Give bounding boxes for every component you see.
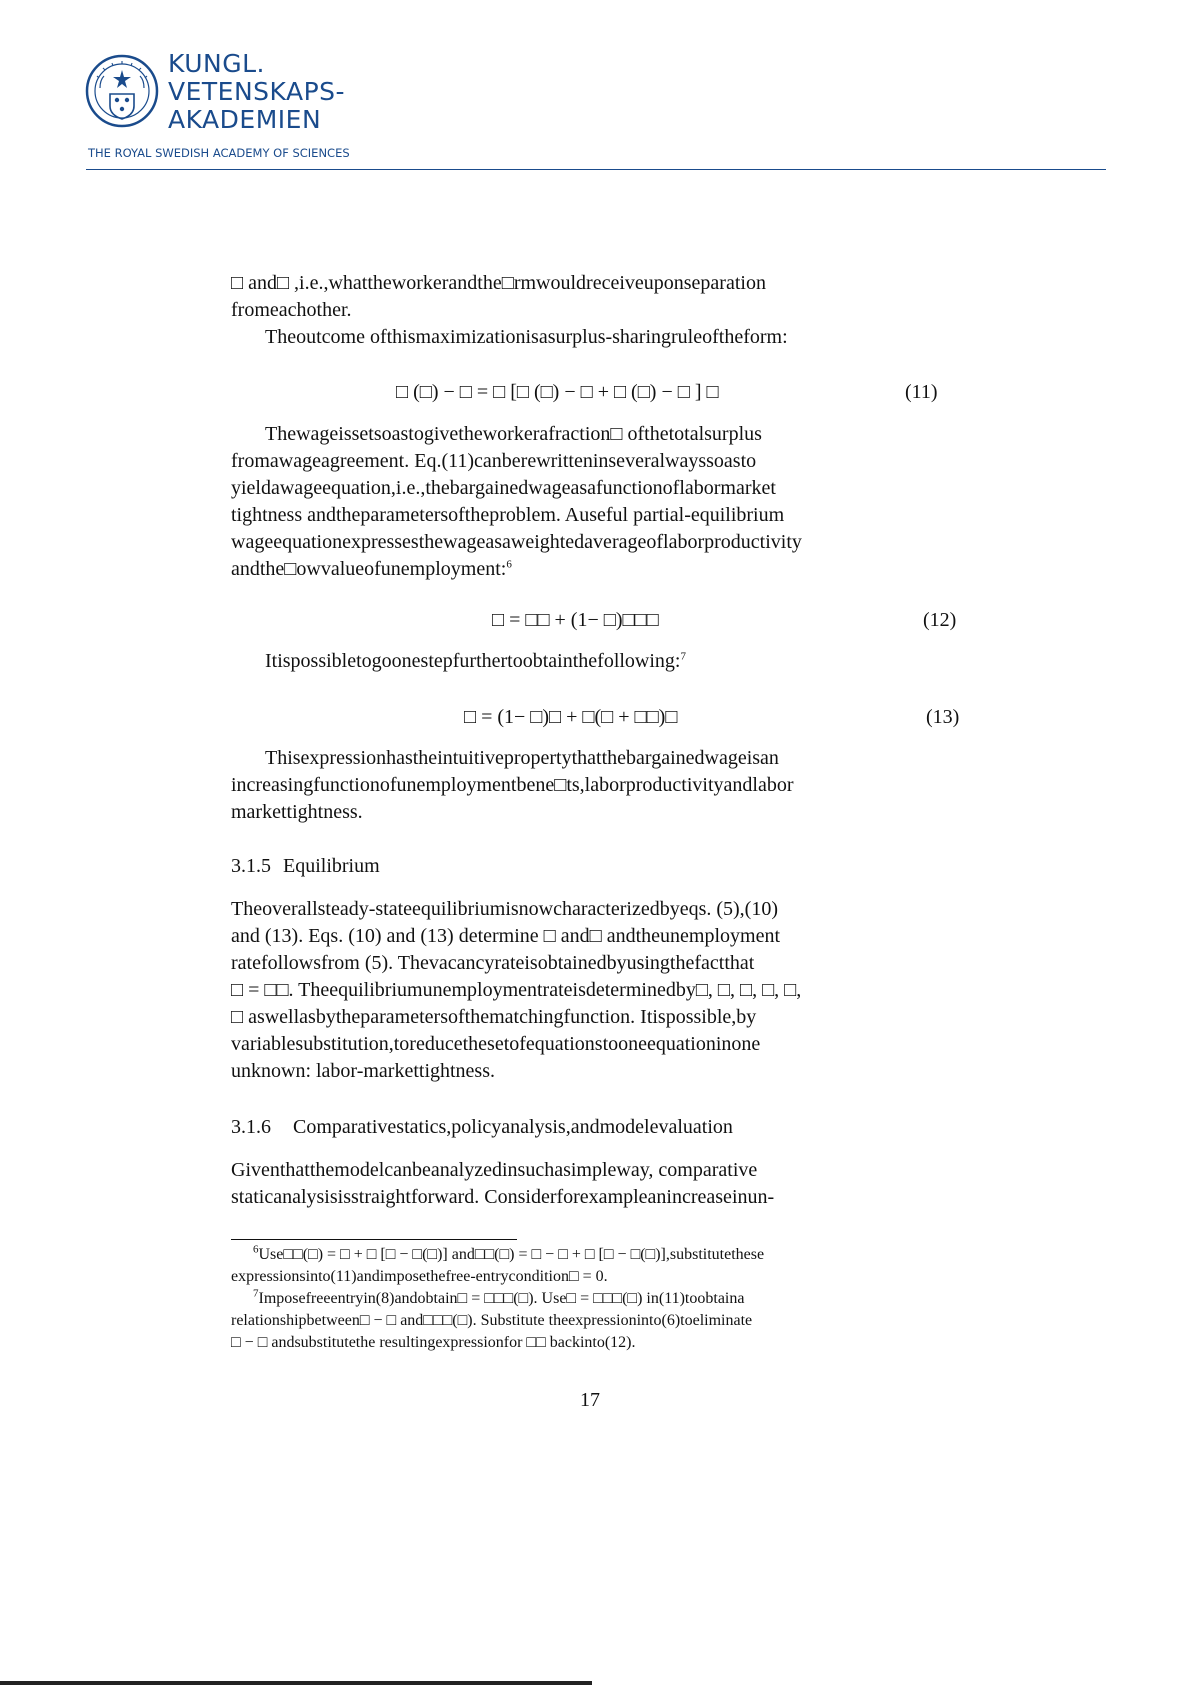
text-line: markettightness. (231, 801, 363, 823)
text-line: increasingfunctionofunemploymentbene□ts,laborproductivityandlabor (231, 774, 794, 796)
paragraph-separation (231, 270, 966, 351)
footnote-ref-7: 7 (680, 650, 686, 663)
footnote-text: Imposefreeentryin(8)andobtain□ = □□□(□). Use□ = □□□(□) in(11)toobtaina (258, 1290, 745, 1307)
paragraph-further (231, 648, 966, 675)
paragraph-wage (231, 421, 966, 583)
footnote-line: relationshipbetween□ − □ and□□□(□). Substitute theexpressioninto(6)toeliminate (231, 1312, 753, 1329)
paragraph-equilibrium (231, 896, 966, 1085)
equation-13 (231, 706, 966, 736)
footnote-7 (231, 1288, 961, 1310)
bottom-edge-bar (0, 1681, 592, 1685)
text-line: □ and□ ,i.e.,whattheworkerandthe□rmwouldreceiveuponseparation (231, 272, 766, 294)
text-line: staticanalysisisstraightforward. Considerforexampleanincreaseinun- (231, 1186, 775, 1208)
text-line: Theoutcome ofthismaximizationisasurplus-sharingruleoftheform: (265, 326, 788, 348)
text-line: Thisexpressionhastheintuitivepropertythatthebargainedwageisan (265, 747, 779, 769)
text-line: wageequationexpressesthewageasaweightedaverageoflaborproductivity (231, 531, 802, 553)
footnote-divider (231, 1239, 517, 1240)
equation-number: (12) (923, 609, 957, 631)
text-line: unknown: labor-markettightness. (231, 1060, 495, 1082)
header-divider (86, 169, 1106, 170)
text-line: Theoverallsteady-stateequilibriumisnowcharacterizedbyeqs. (5),(10) (231, 898, 779, 920)
academy-seal-logo (84, 48, 160, 134)
text-line: fromawageagreement. Eq.(11)canberewritteninseveralwayssoasto (231, 450, 757, 472)
text-line: Thewageissetsoastogivetheworkerafraction□ ofthetotalsurplus (265, 423, 762, 445)
organization-name (168, 50, 345, 134)
section-title: Equilibrium (283, 855, 380, 877)
page-header (0, 0, 1191, 175)
org-line-1: KUNGL. (168, 49, 265, 78)
footnote-text: Use□□(□) = □ + □ [□ − □(□)] and□□(□) = □ − □ + □ [□ − □(□)],substitutethese (258, 1246, 765, 1263)
text-line (231, 556, 966, 583)
text-line: ratefollowsfrom (5). Thevacancyrateisobtainedbyusingthefactthat (231, 952, 755, 974)
text-line: Giventhatthemodelcanbeanalyzedinsuchasimpleway, comparative (231, 1159, 758, 1181)
paragraph-intuitive (231, 745, 966, 826)
footnote-mark: 6 (253, 1243, 259, 1256)
text-line: □ aswellasbytheparametersofthematchingfunction. Itispossible,by (231, 1006, 757, 1028)
equation-body: □ = □□ + (1− □)□□□ (492, 609, 659, 631)
footnote-ref-6: 6 (506, 558, 512, 571)
footnotes (231, 1244, 961, 1354)
footnote-line: □ − □ andsubstitutethe resultingexpressionfor □□ backinto(12). (231, 1334, 636, 1351)
equation-number: (11) (905, 381, 938, 403)
footnote-line: expressionsinto(11)andimposethefree-entrycondition□ = 0. (231, 1268, 608, 1285)
page-number: 17 (580, 1389, 600, 1411)
text-line: and (13). Eqs. (10) and (13) determine □ and□ andtheunemployment (231, 925, 781, 947)
text-line-content: andthe□owvalueofunemployment: (231, 558, 507, 580)
section-number: 3.1.6 (231, 1116, 271, 1138)
footnote-6 (231, 1244, 961, 1266)
equation-11 (231, 381, 966, 411)
footnote-mark: 7 (253, 1287, 259, 1300)
section-number: 3.1.5 (231, 855, 271, 877)
section-heading-comparative-statics (231, 1116, 733, 1139)
section-title: Comparativestatics,policyanalysis,andmodelevaluation (293, 1116, 733, 1138)
org-line-3: AKADEMIEN (168, 105, 322, 134)
text-line-content: Itispossibletogoonestepfurthertoobtainthefollowing: (265, 650, 681, 672)
text-line (231, 648, 966, 675)
equation-12 (231, 609, 966, 639)
text-line: yieldawageequation,i.e.,thebargainedwageasafunctionoflabormarket (231, 477, 776, 499)
equation-body: □ (□) − □ = □ [□ (□) − □ + □ (□) − □ ] □ (396, 381, 719, 403)
paragraph-comparative (231, 1157, 966, 1211)
equation-body: □ = (1− □)□ + □(□ + □□)□ (464, 706, 678, 728)
section-heading-equilibrium (231, 855, 380, 878)
text-line: variablesubstitution,toreducethesetofequationstooneequationinone (231, 1033, 761, 1055)
org-line-2: VETENSKAPS- (168, 77, 346, 106)
equation-number: (13) (926, 706, 960, 728)
text-line: fromeachother. (231, 299, 352, 321)
organization-subtitle: THE ROYAL SWEDISH ACADEMY OF SCIENCES (88, 146, 350, 160)
text-line: tightness andtheparametersoftheproblem. Auseful partial-equilibrium (231, 504, 785, 526)
text-line: □ = □□. Theequilibriumunemploymentrateisdeterminedby□, □, □, □, □, (231, 979, 802, 1001)
